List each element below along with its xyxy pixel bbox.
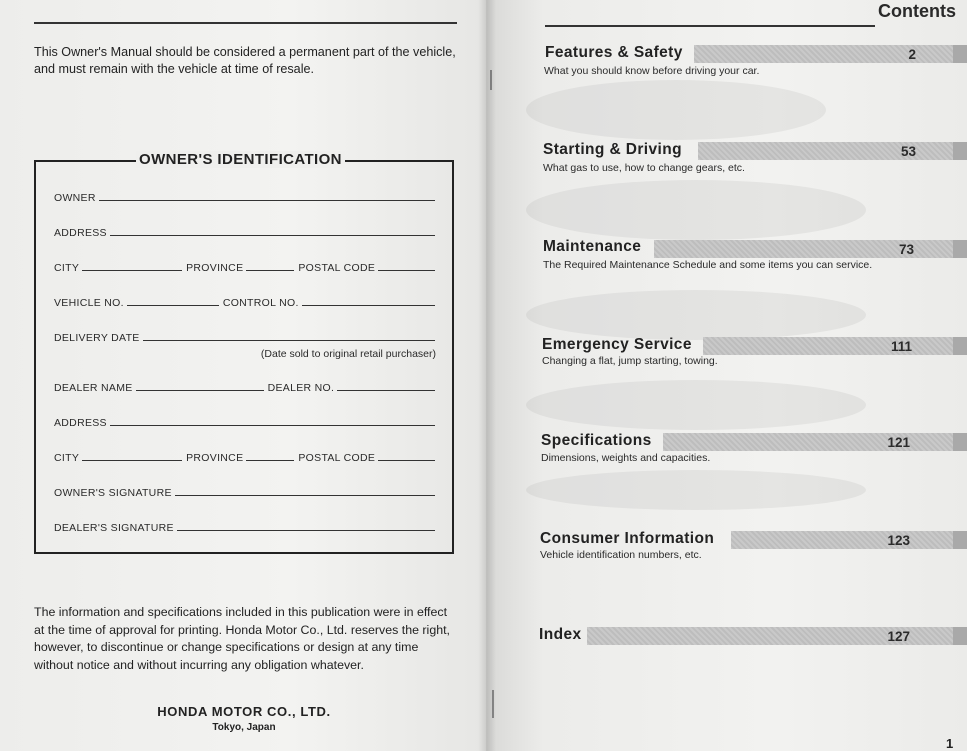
disclaimer-text: The information and specifications included in this publication were in effect at the time of approval for printing. Honda Motor Co., Ltd. reserves the right, however, to discontinue or change specifications or design at any time without notice and without incurring any obligation whatever. <box>34 605 450 672</box>
print-smudge <box>526 180 866 240</box>
toc-bar <box>731 531 967 549</box>
toc-page-features-safety[interactable]: 2 <box>908 47 916 62</box>
page-number: 1 <box>946 736 954 751</box>
toc-title-emergency-service[interactable]: Emergency Service <box>542 336 692 353</box>
delivery-date-field[interactable]: DELIVERY DATE <box>54 332 439 344</box>
toc-page-consumer-information[interactable]: 123 <box>887 533 910 548</box>
toc-title-index[interactable]: Index <box>539 626 582 643</box>
delivery-note: (Date sold to original retail purchaser) <box>260 348 436 360</box>
print-smudge <box>526 380 866 430</box>
owner-signature-field[interactable]: OWNER'S SIGNATURE <box>54 487 439 499</box>
print-smudge <box>526 470 866 510</box>
toc-bar <box>663 433 967 451</box>
print-smudge <box>526 80 826 140</box>
intro-text: This Owner's Manual should be considered a permanent part of the vehicle, and must remain with the vehicle at time of resale. <box>34 45 456 76</box>
book-gutter <box>478 0 496 751</box>
toc-page-starting-driving[interactable]: 53 <box>900 144 916 159</box>
dealer-address-field[interactable]: ADDRESS <box>54 417 439 429</box>
dealer-city-province-postal-row[interactable]: CITY PROVINCE POSTAL CODE <box>54 452 439 464</box>
company-location: Tokyo, Japan <box>212 722 276 733</box>
toc-bar <box>694 45 967 63</box>
company-name: HONDA MOTOR CO., LTD. <box>157 704 331 719</box>
address-field[interactable]: ADDRESS <box>54 227 439 239</box>
toc-desc-starting-driving: What gas to use, how to change gears, etc. <box>543 162 745 174</box>
toc-title-consumer-information[interactable]: Consumer Information <box>540 530 715 547</box>
toc-desc-consumer-information: Vehicle identification numbers, etc. <box>540 549 702 561</box>
top-rule-right <box>545 25 875 27</box>
vehicle-control-row[interactable]: VEHICLE NO. CONTROL NO. <box>54 297 439 309</box>
toc-bar <box>698 142 967 160</box>
top-rule <box>34 22 457 24</box>
toc-page-maintenance[interactable]: 73 <box>898 242 914 257</box>
print-smudge <box>526 290 866 340</box>
toc-title-specifications[interactable]: Specifications <box>541 432 652 449</box>
owner-field[interactable]: OWNER <box>54 192 439 204</box>
id-box-title: OWNER'S IDENTIFICATION <box>136 151 345 168</box>
toc-desc-maintenance: The Required Maintenance Schedule and some items you can service. <box>543 259 873 271</box>
toc-title-maintenance[interactable]: Maintenance <box>543 238 642 255</box>
toc-title-starting-driving[interactable]: Starting & Driving <box>543 141 682 158</box>
toc-desc-features-safety: What you should know before driving your car. <box>544 65 760 77</box>
toc-bar <box>654 240 967 258</box>
toc-page-emergency-service[interactable]: 111 <box>890 339 912 354</box>
toc-page-index[interactable]: 127 <box>887 629 910 644</box>
toc-desc-emergency-service: Changing a flat, jump starting, towing. <box>542 355 718 367</box>
toc-title-features-safety[interactable]: Features & Safety <box>545 44 683 61</box>
dealer-name-row[interactable]: DEALER NAME DEALER NO. <box>54 382 439 394</box>
toc-bar <box>587 627 967 645</box>
toc-bar <box>703 337 967 355</box>
contents-heading: Contents <box>878 1 956 21</box>
dealer-signature-field[interactable]: DEALER'S SIGNATURE <box>54 522 439 534</box>
owners-identification-box <box>34 151 454 554</box>
toc-desc-specifications: Dimensions, weights and capacities. <box>541 452 711 464</box>
city-province-postal-row[interactable]: CITY PROVINCE POSTAL CODE <box>54 262 439 274</box>
toc-page-specifications[interactable]: 121 <box>887 435 910 450</box>
